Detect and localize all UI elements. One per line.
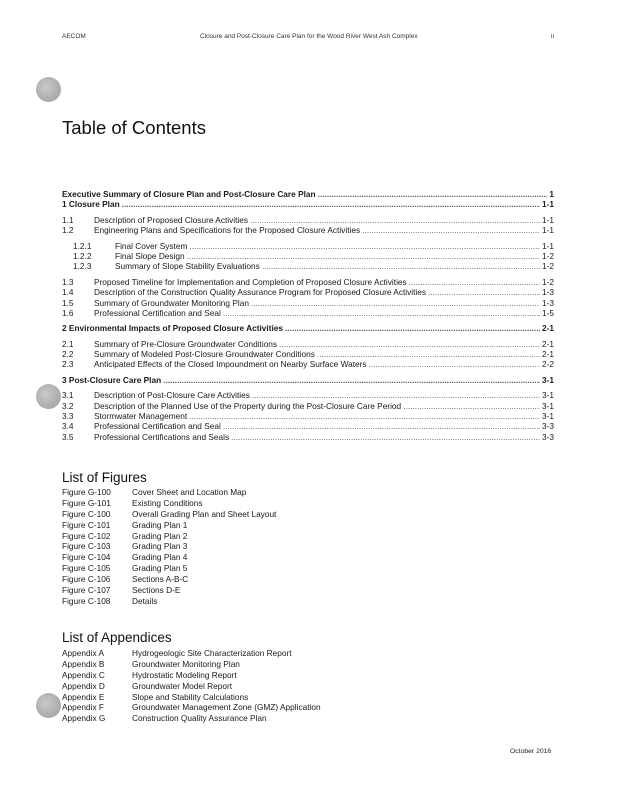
toc-entry-number: 2.1 — [62, 338, 74, 349]
toc-leader-dots — [251, 298, 540, 308]
toc-entry-title: Summary of Modeled Post-Closure Groundwater Conditions — [94, 349, 315, 360]
toc-entry-number: 1.3 — [62, 276, 74, 287]
figure-item-id: Figure C-100 — [62, 508, 111, 519]
appendix-item[interactable] — [62, 648, 321, 659]
toc-entry-page: 3-1 — [542, 390, 554, 401]
toc-entry-title: Description of Post-Closure Care Activities — [94, 390, 250, 401]
toc-leader-dots — [262, 261, 540, 271]
toc-leader-dots — [252, 390, 540, 400]
toc-entry[interactable] — [62, 359, 554, 369]
toc-leader-dots — [189, 411, 540, 421]
figure-item-label: Cover Sheet and Location Map — [132, 487, 247, 497]
appendix-item-label: Hydrostatic Modeling Report — [132, 669, 237, 680]
toc-leader-dots — [189, 241, 540, 251]
header-company: AECOM — [62, 33, 86, 40]
punch-hole-middle — [36, 384, 61, 409]
appendix-item-id: Appendix A — [62, 648, 104, 658]
figure-item-id: Figure C-106 — [62, 574, 111, 585]
list-of-figures-title: List of Figures — [62, 470, 147, 485]
toc-leader-dots — [318, 189, 548, 199]
appendix-item-label: Groundwater Monitoring Plan — [132, 658, 240, 669]
toc-leader-dots — [317, 349, 540, 359]
toc-entry-page: 3-1 — [542, 374, 554, 385]
toc-entry-page: 1-2 — [542, 261, 554, 272]
figure-item[interactable] — [62, 509, 276, 520]
toc-entry-number: 2.3 — [62, 359, 74, 370]
toc-entry-title: Description of Proposed Closure Activities — [94, 214, 249, 225]
figure-item[interactable] — [62, 498, 276, 509]
toc-entry[interactable] — [62, 215, 554, 225]
toc-entry[interactable] — [62, 308, 554, 318]
list-of-figures — [62, 487, 276, 607]
toc-entry[interactable] — [62, 251, 554, 261]
appendix-item[interactable] — [62, 659, 321, 670]
figure-item-label: Grading Plan 3 — [132, 541, 188, 552]
toc-entry-title: Summary of Groundwater Monitoring Plan — [94, 297, 249, 308]
toc-entry-number: 1.1 — [62, 214, 74, 225]
toc-entry-page: 2-1 — [542, 349, 554, 360]
figure-item-label: Grading Plan 2 — [132, 530, 188, 541]
page-header — [0, 33, 618, 45]
figure-item-label: Grading Plan 4 — [132, 552, 188, 563]
toc-leader-dots — [187, 251, 540, 261]
toc-entry-page: 1-3 — [542, 297, 554, 308]
toc-entry[interactable] — [62, 339, 554, 349]
toc-entry-page: 1-5 — [542, 307, 554, 318]
punch-hole-top — [36, 77, 61, 102]
toc-entry[interactable] — [62, 189, 554, 199]
toc-entry[interactable] — [62, 323, 554, 333]
toc-entry[interactable] — [62, 390, 554, 400]
toc-entry[interactable] — [62, 432, 554, 442]
toc-entry-page: 2-1 — [542, 323, 554, 334]
appendix-item[interactable] — [62, 692, 321, 703]
toc-entry-number: 1.6 — [62, 307, 74, 318]
appendix-item-id: Appendix E — [62, 691, 105, 702]
page-title: Table of Contents — [62, 117, 206, 138]
toc-entry-title: Stormwater Management — [94, 411, 188, 422]
figure-item-label: Details — [132, 595, 158, 606]
figure-item-id: Figure C-102 — [62, 530, 111, 541]
toc-entry-number: 1.2.2 — [73, 250, 92, 261]
header-document-title: Closure and Post-Closure Care Plan for the Wood River West Ash Complex — [200, 33, 418, 40]
toc-entry-number: 3.5 — [62, 431, 74, 442]
toc-entry-title: Professional Certification and Seal — [94, 421, 221, 432]
figure-item[interactable] — [62, 487, 276, 498]
toc-leader-dots — [409, 277, 540, 287]
toc-entry-title: 3 Post-Closure Care Plan — [62, 374, 162, 385]
figure-item-id: Figure C-101 — [62, 519, 111, 530]
figure-item[interactable] — [62, 563, 276, 574]
toc-leader-dots — [279, 339, 540, 349]
toc-entry-number: 3.1 — [62, 390, 74, 401]
toc-leader-dots — [250, 215, 540, 225]
toc-entry-page: 1-1 — [542, 214, 554, 225]
figure-item-id: Figure G-101 — [62, 497, 111, 508]
list-of-appendices-title: List of Appendices — [62, 630, 172, 645]
toc-entry-page: 1-1 — [542, 240, 554, 251]
toc-entry[interactable] — [62, 401, 554, 411]
figure-item-label: Overall Grading Plan and Sheet Layout — [132, 508, 277, 519]
toc-entry[interactable] — [62, 277, 554, 287]
toc-entry[interactable] — [62, 225, 554, 235]
toc-entry-number: 1.2 — [62, 225, 74, 236]
toc-entry-number: 3.2 — [62, 400, 74, 411]
toc-leader-dots — [285, 323, 540, 333]
figure-item[interactable] — [62, 520, 276, 531]
toc-entry-page: 1 — [549, 189, 554, 199]
toc-leader-dots — [403, 401, 540, 411]
toc-leader-dots — [362, 225, 540, 235]
toc-leader-dots — [122, 199, 540, 209]
toc-entry[interactable] — [62, 261, 554, 271]
toc-entry[interactable] — [62, 421, 554, 431]
toc-entry-page: 1-1 — [542, 225, 554, 236]
figure-item-label: Sections D-E — [132, 585, 181, 596]
appendix-item[interactable] — [62, 670, 321, 681]
appendix-item-label: Groundwater Management Zone (GMZ) Application — [132, 702, 321, 713]
toc-entry-page: 2-1 — [542, 338, 554, 349]
punch-hole-bottom — [36, 693, 61, 718]
toc-entry-page: 3-3 — [542, 421, 554, 432]
figure-item-label: Grading Plan 1 — [132, 519, 188, 530]
toc-entry-number: 3.4 — [62, 421, 74, 432]
figure-item[interactable] — [62, 531, 276, 542]
toc-entry[interactable] — [62, 349, 554, 359]
figure-item-label: Sections A-B-C — [132, 574, 189, 585]
toc-entry-title: Engineering Plans and Specifications for the Proposed Closure Activities — [94, 225, 361, 236]
appendix-item[interactable] — [62, 702, 321, 713]
appendix-item-id: Appendix D — [62, 680, 105, 691]
toc-entry[interactable] — [62, 298, 554, 308]
appendix-item-label: Hydrogeologic Site Characterization Report — [132, 648, 292, 658]
appendix-item-id: Appendix F — [62, 702, 104, 713]
appendix-item[interactable] — [62, 681, 321, 692]
toc-entry[interactable] — [62, 199, 554, 209]
figure-item[interactable] — [62, 541, 276, 552]
appendix-item-id: Appendix G — [62, 713, 106, 724]
toc-entry-page: 1-3 — [542, 287, 554, 298]
toc-entry-title: Final Cover System — [115, 240, 188, 251]
toc-leader-dots — [428, 287, 540, 297]
toc-entry-title: Final Slope Design — [115, 250, 185, 261]
toc-leader-dots — [369, 359, 540, 369]
figure-item-id: Figure G-100 — [62, 487, 111, 497]
toc-entry[interactable] — [62, 241, 554, 251]
toc-entry-title: Summary of Pre-Closure Groundwater Conditions — [94, 338, 278, 349]
toc-entry-title: Professional Certifications and Seals — [94, 431, 230, 442]
toc-entry-page: 1-2 — [542, 276, 554, 287]
toc-entry-title: Professional Certification and Seal — [94, 307, 221, 318]
figure-item-id: Figure C-105 — [62, 563, 111, 574]
header-page-number: ii — [551, 33, 554, 40]
figure-item[interactable] — [62, 585, 276, 596]
figure-item-id: Figure C-107 — [62, 585, 111, 596]
appendix-item-label: Groundwater Model Report — [132, 680, 233, 691]
figure-item-label: Grading Plan 5 — [132, 563, 188, 574]
toc-entry-page: 3-3 — [542, 431, 554, 442]
appendix-item[interactable] — [62, 713, 321, 724]
table-of-contents — [62, 189, 554, 442]
toc-entry-page: 3-1 — [542, 400, 554, 411]
toc-leader-dots — [223, 308, 540, 318]
appendix-item-label: Slope and Stability Calculations — [132, 691, 249, 702]
toc-leader-dots — [231, 432, 540, 442]
toc-entry[interactable] — [62, 411, 554, 421]
toc-entry-page: 1-1 — [542, 199, 554, 210]
figure-item-id: Figure C-108 — [62, 595, 111, 606]
toc-entry-number: 3.3 — [62, 411, 74, 422]
appendix-item-label: Construction Quality Assurance Plan — [132, 713, 267, 724]
figure-item[interactable] — [62, 596, 276, 607]
toc-entry-number: 1.2.1 — [73, 240, 92, 251]
appendix-item-id: Appendix C — [62, 669, 105, 680]
toc-entry-title: Executive Summary of Closure Plan and Post-Closure Care Plan — [62, 189, 316, 199]
toc-entry-number: 1.2.3 — [73, 261, 92, 272]
toc-entry[interactable] — [62, 375, 554, 385]
appendix-item-id: Appendix B — [62, 658, 105, 669]
toc-entry-title: 1 Closure Plan — [62, 199, 120, 210]
figure-item[interactable] — [62, 552, 276, 563]
toc-entry-number: 1.5 — [62, 297, 74, 308]
footer-date: October 2016 — [510, 748, 552, 755]
toc-entry-title: 2 Environmental Impacts of Proposed Closure Activities — [62, 323, 283, 334]
figure-item-label: Existing Conditions — [132, 497, 203, 508]
figure-item-id: Figure C-103 — [62, 541, 111, 552]
figure-item-id: Figure C-104 — [62, 552, 111, 563]
toc-entry-title: Summary of Slope Stability Evaluations — [115, 261, 260, 272]
toc-entry-title: Description of the Construction Quality Assurance Program for Proposed Closure Activities — [94, 287, 427, 298]
toc-entry[interactable] — [62, 287, 554, 297]
toc-entry-number: 1.4 — [62, 287, 74, 298]
toc-leader-dots — [163, 375, 540, 385]
toc-entry-page: 1-2 — [542, 250, 554, 261]
toc-entry-title: Proposed Timeline for Implementation and Completion of Proposed Closure Activities — [94, 276, 407, 287]
toc-entry-number: 2.2 — [62, 349, 74, 360]
figure-item[interactable] — [62, 574, 276, 585]
toc-leader-dots — [223, 421, 540, 431]
toc-entry-page: 3-1 — [542, 411, 554, 422]
list-of-appendices — [62, 648, 321, 724]
toc-entry-title: Description of the Planned Use of the Property during the Post-Closure Care Period — [94, 400, 402, 411]
toc-entry-title: Anticipated Effects of the Closed Impoundment on Nearby Surface Waters — [94, 359, 367, 370]
toc-entry-page: 2-2 — [542, 359, 554, 370]
